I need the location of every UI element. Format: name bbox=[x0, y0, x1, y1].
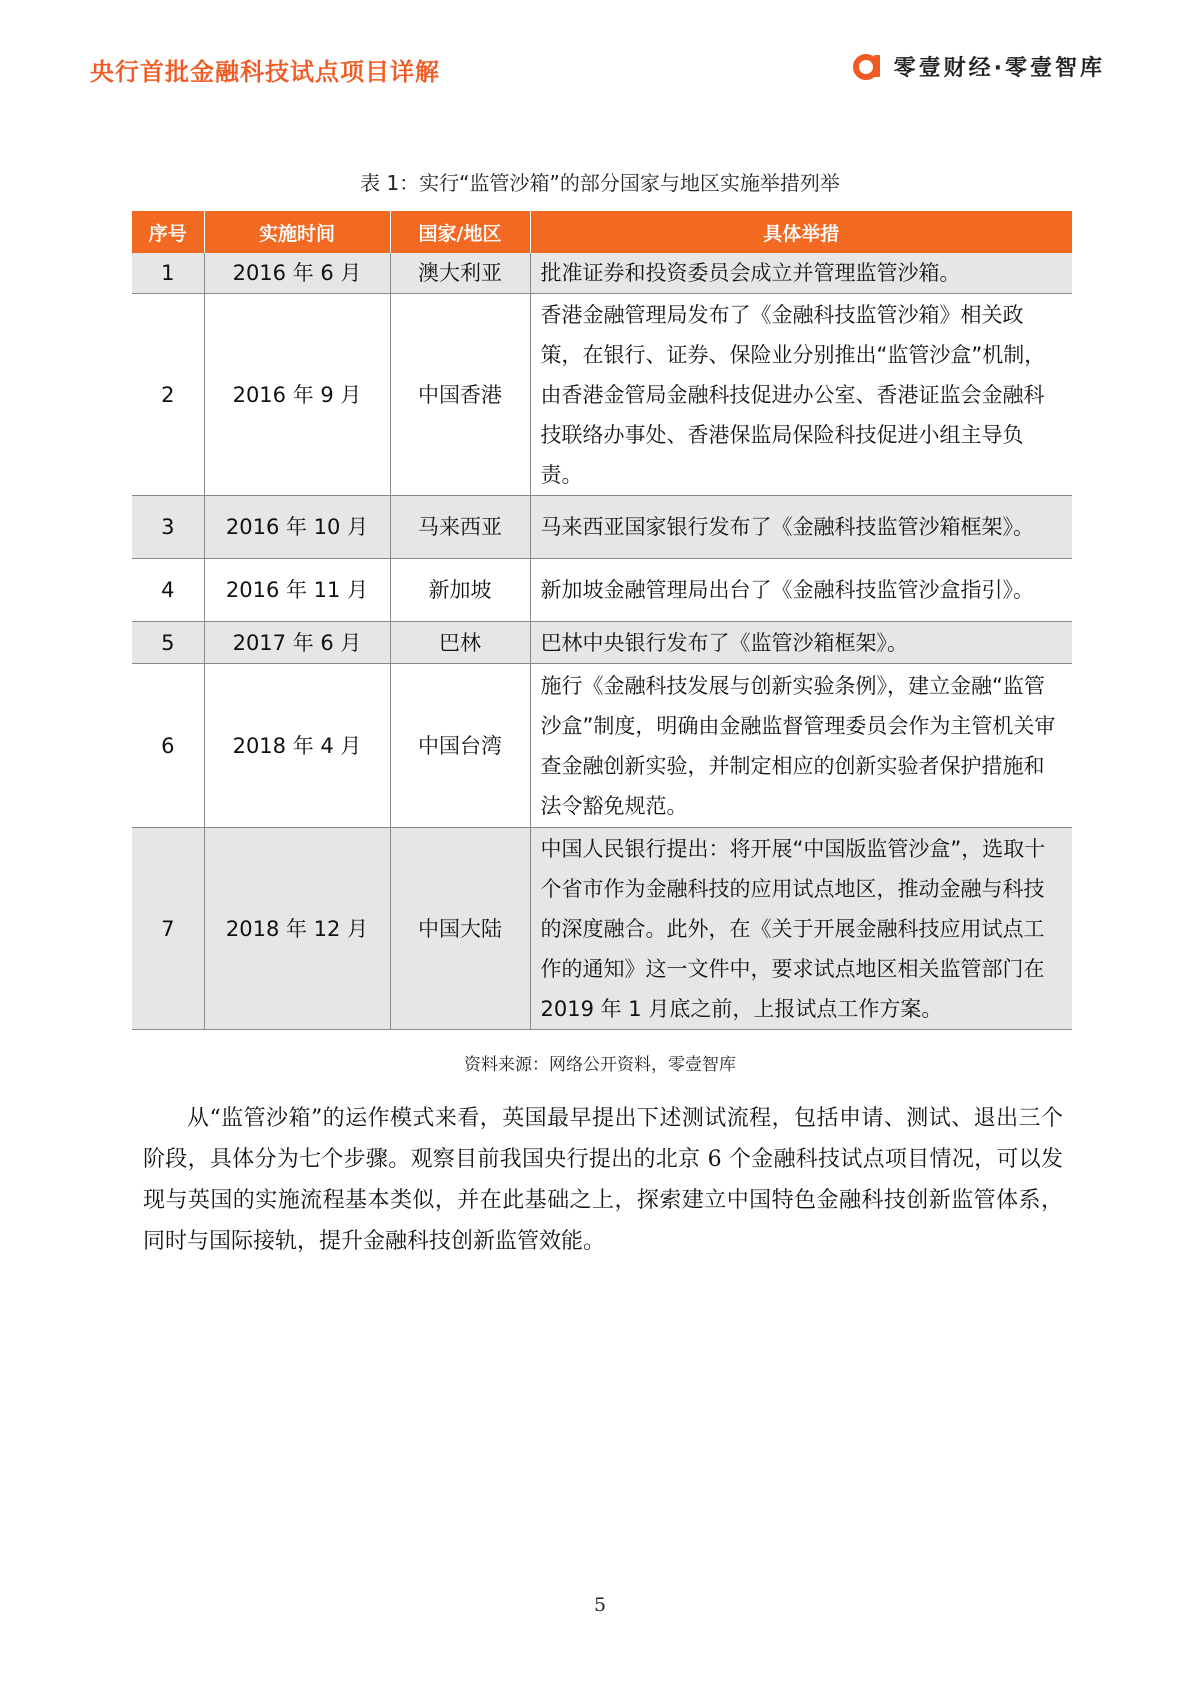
table-caption: 表 1：实行“监管沙箱”的部分国家与地区实施举措列举 bbox=[360, 171, 840, 195]
brand bbox=[852, 50, 1105, 82]
body-paragraph: 从“监管沙箱”的运作模式来看，英国最早提出下述测试流程，包括申请、测试、退出三个阶段，具体分为七个步骤。观察目前我国央行提出的北京 6 个金融科技试点项目情况，可以发现与英国的实施流程基本类似，并在此基础之上，探索建立中国特色金融科技创新监管体系，同时与国际接轨，提升金融科技创新监管效能。 bbox=[143, 1106, 1063, 1254]
cell-region: 巴林 bbox=[390, 622, 530, 664]
col-header-no: 序号 bbox=[132, 211, 204, 253]
header-title: 央行首批金融科技试点项目详解 bbox=[90, 58, 440, 86]
brand-logo-icon bbox=[852, 50, 884, 82]
cell-measure: 马来西亚国家银行发布了《金融科技监管沙箱框架》。 bbox=[530, 496, 1072, 559]
table-row bbox=[132, 294, 1072, 496]
cell-date: 2016 年 9 月 bbox=[204, 294, 390, 496]
page-number: 5 bbox=[593, 1594, 607, 1616]
cell-date: 2018 年 4 月 bbox=[204, 664, 390, 828]
cell-measure: 中国人民银行提出：将开展“中国版监管沙盒”，选取十个省市作为金融科技的应用试点地区，推动金融与科技的深度融合。此外，在《关于开展金融科技应用试点工作的通知》这一文件中，要求试点地区相关监管部门在 2019 年 1 月底之前，上报试点工作方案。 bbox=[530, 828, 1072, 1030]
cell-date: 2016 年 10 月 bbox=[204, 496, 390, 559]
cell-no: 2 bbox=[132, 294, 204, 496]
table-row bbox=[132, 559, 1072, 622]
cell-date: 2017 年 6 月 bbox=[204, 622, 390, 664]
col-header-measure: 具体举措 bbox=[530, 211, 1072, 253]
cell-no: 1 bbox=[132, 253, 204, 294]
cell-region: 马来西亚 bbox=[390, 496, 530, 559]
cell-no: 3 bbox=[132, 496, 204, 559]
cell-date: 2016 年 11 月 bbox=[204, 559, 390, 622]
cell-measure: 香港金融管理局发布了《金融科技监管沙箱》相关政策，在银行、证券、保险业分别推出“监管沙盒”机制，由香港金管局金融科技促进办公室、香港证监会金融科技联络办事处、香港保监局保险科技促进小组主导负责。 bbox=[530, 294, 1072, 496]
cell-region: 中国大陆 bbox=[390, 828, 530, 1030]
brand-name: 零壹财经·零壹智库 bbox=[893, 55, 1105, 81]
table-row bbox=[132, 622, 1072, 664]
cell-measure: 新加坡金融管理局出台了《金融科技监管沙盒指引》。 bbox=[530, 559, 1072, 622]
cell-region: 澳大利亚 bbox=[390, 253, 530, 294]
cell-region: 新加坡 bbox=[390, 559, 530, 622]
cell-region: 中国香港 bbox=[390, 294, 530, 496]
cell-measure: 批准证券和投资委员会成立并管理监管沙箱。 bbox=[530, 253, 1072, 294]
cell-no: 6 bbox=[132, 664, 204, 828]
table-source-note: 资料来源：网络公开资料，零壹智库 bbox=[464, 1055, 736, 1075]
cell-no: 5 bbox=[132, 622, 204, 664]
cell-no: 7 bbox=[132, 828, 204, 1030]
cell-date: 2016 年 6 月 bbox=[204, 253, 390, 294]
cell-no: 4 bbox=[132, 559, 204, 622]
cell-measure: 施行《金融科技发展与创新实验条例》，建立金融“监管沙盒”制度，明确由金融监督管理委员会作为主管机关审查金融创新实验，并制定相应的创新实验者保护措施和法令豁免规范。 bbox=[530, 664, 1072, 828]
table-row bbox=[132, 253, 1072, 294]
table-row bbox=[132, 664, 1072, 828]
table-row bbox=[132, 828, 1072, 1030]
table-row bbox=[132, 496, 1072, 559]
col-header-date: 实施时间 bbox=[204, 211, 390, 253]
col-header-region: 国家/地区 bbox=[390, 211, 530, 253]
table-header-row bbox=[132, 211, 1072, 253]
cell-date: 2018 年 12 月 bbox=[204, 828, 390, 1030]
cell-measure: 巴林中央银行发布了《监管沙箱框架》。 bbox=[530, 622, 1072, 664]
cell-region: 中国台湾 bbox=[390, 664, 530, 828]
sandbox-table bbox=[132, 211, 1072, 1030]
